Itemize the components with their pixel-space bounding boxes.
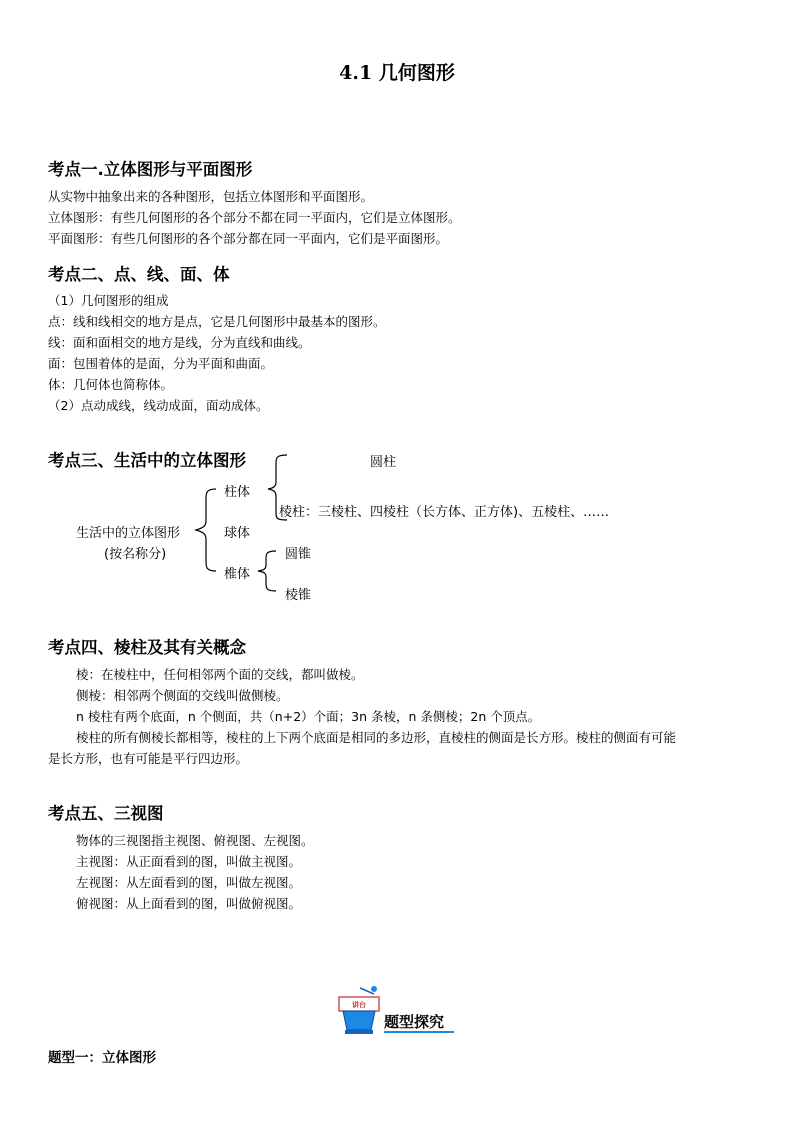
section4-line-2: 侧棱：相邻两个侧面的交线叫做侧棱。 (76, 688, 289, 703)
section2-line-1: （1）几何图形的组成 (48, 293, 169, 308)
section5-line-2: 主视图：从正面看到的图，叫做主视图。 (76, 854, 302, 869)
banner-underline (384, 1031, 454, 1033)
section2-line-5: 体：几何体也简称体。 (48, 377, 174, 392)
section4-line-5: 是长方形，也有可能是平行四边形。 (48, 751, 249, 766)
section5-line-4: 俯视图：从上面看到的图，叫做俯视图。 (76, 896, 302, 911)
section1-heading: 考点一.立体图形与平面图形 (48, 160, 253, 179)
node-root-note: (按名称分) (104, 547, 167, 562)
section5-line-1: 物体的三视图指主视图、俯视图、左视图。 (76, 833, 314, 848)
type1-heading: 题型一：立体图形 (48, 1050, 156, 1066)
node-cylinder: 圆柱 (370, 455, 397, 470)
podium-icon (334, 984, 384, 1036)
section4-line-4: 棱柱的所有侧棱长都相等，棱柱的上下两个底面是相同的多边形，直棱柱的侧面是长方形。棱柱的侧面有可能 (76, 730, 677, 745)
section4-heading: 考点四、棱柱及其有关概念 (48, 638, 246, 657)
node-root: 生活中的立体图形 (76, 526, 181, 541)
section5-line-3: 左视图：从左面看到的图，叫做左视图。 (76, 875, 302, 890)
node-column: 柱体 (224, 485, 251, 500)
page-title: 4.1 几何图形 (339, 62, 455, 84)
node-circular-cone: 圆锥 (285, 547, 312, 562)
brace-cone (258, 551, 276, 591)
node-prism: 棱柱：三棱柱、四棱柱（长方体、正方体)、五棱柱、…… (279, 505, 610, 520)
brace-root (196, 489, 216, 571)
section2-line-6: （2）点动成线，线动成面，面动成体。 (48, 398, 269, 413)
podium-sign: 讲台 (352, 1001, 366, 1009)
node-pyramid: 棱锥 (285, 588, 312, 603)
section2-line-4: 面：包围着体的是面，分为平面和曲面。 (48, 356, 274, 371)
node-cone: 椎体 (224, 567, 251, 582)
section1-line-1: 从实物中抽象出来的各种图形，包括立体图形和平面图形。 (48, 189, 374, 204)
section2-line-3: 线：面和面相交的地方是线，分为直线和曲线。 (48, 335, 311, 350)
section1-line-3: 平面图形：有些几何图形的各个部分都在同一平面内，它们是平面图形。 (48, 231, 449, 246)
section2-line-2: 点：线和线相交的地方是点，它是几何图形中最基本的图形。 (48, 314, 386, 329)
node-sphere: 球体 (224, 526, 251, 541)
section5-heading: 考点五、三视图 (48, 804, 164, 823)
section2-heading: 考点二、点、线、面、体 (48, 265, 230, 284)
section4-line-3: n 棱柱有两个底面，n 个侧面，共（n+2）个面；3n 条棱，n 条侧棱；2n 个顶点。 (76, 709, 541, 724)
section1-line-2: 立体图形：有些几何图形的各个部分不都在同一平面内，它们是立体图形。 (48, 210, 461, 225)
banner-label: 题型探究 (384, 1013, 445, 1031)
section4-line-1: 棱：在棱柱中，任何相邻两个面的交线，都叫做棱。 (76, 667, 364, 682)
section3-heading: 考点三、生活中的立体图形 (48, 451, 246, 470)
